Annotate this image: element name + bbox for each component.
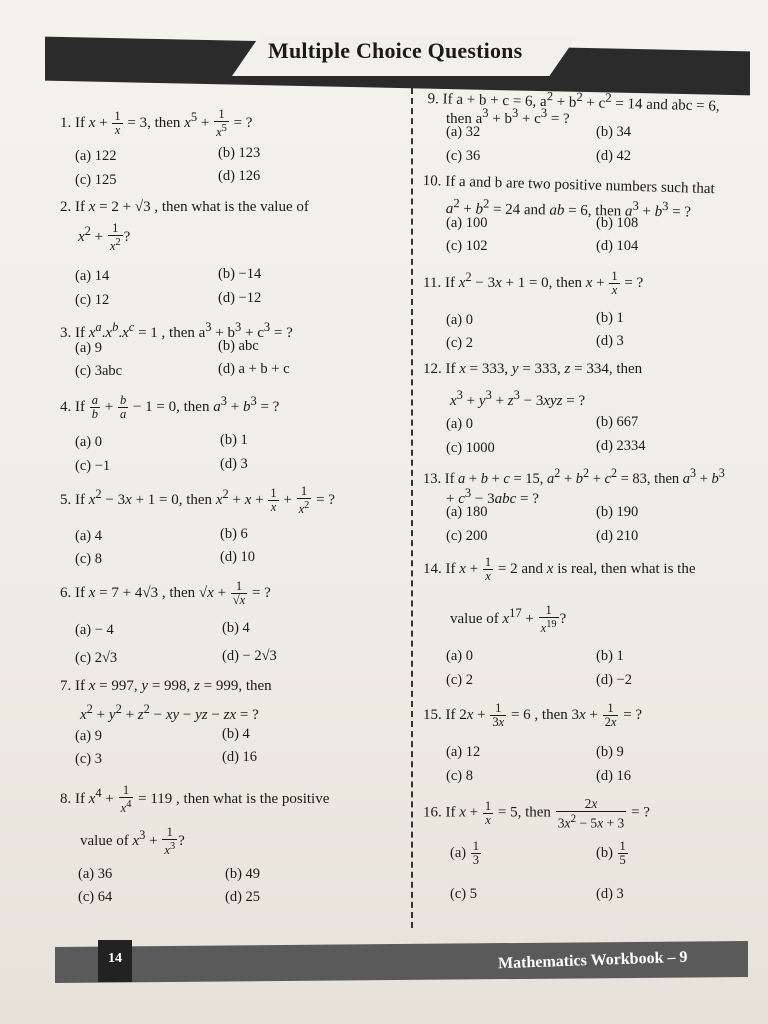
question-number: 10. If	[422, 172, 456, 190]
option-b[interactable]: (b) $\frac{1}{5}$	[596, 839, 626, 867]
option-b[interactable]: (b) 9	[596, 744, 624, 760]
option-b[interactable]: (b) 49	[225, 866, 261, 882]
option-d[interactable]: (d) −2	[596, 672, 632, 688]
option-d[interactable]: (d) 16	[596, 768, 632, 784]
question-6: 6. If x = 7 + 4√3 , then √x + $\frac{1}{√x}$ = ?	[60, 579, 271, 607]
option-d[interactable]: (d) 104	[596, 238, 639, 254]
question-number: 7. If	[60, 678, 85, 694]
question-number: 5. If	[60, 492, 85, 509]
option-b[interactable]: (b) −14	[218, 266, 262, 282]
book-title: Mathematics Workbook – 9	[497, 948, 688, 973]
question-1: 1. If x + $\frac{1}{x}$ = 3, then $x^5$ + $\frac{1}{x^5}$ = ?	[60, 107, 253, 140]
option-d[interactable]: (d) 3	[596, 333, 624, 349]
page-number: 14	[108, 951, 122, 966]
option-b[interactable]: (b) abc	[218, 338, 259, 354]
option-a[interactable]: (a) 14	[75, 268, 110, 284]
question-12: 12. If x = 333, y = 333, z = 334, then	[423, 361, 643, 377]
question-number: 13. If	[423, 470, 455, 487]
question-7-line2: $x^2 + y^2 + z^2$ − xy − yz − zx = ?	[80, 702, 259, 723]
question-3: 3. If $x^a.x^b.x^c = 1$ , then $a^3 + b^3 + c^3$ = ?	[60, 320, 293, 341]
option-d[interactable]: (d) 3	[596, 886, 624, 902]
option-b[interactable]: (b) 1	[596, 648, 624, 664]
question-number: 16. If	[423, 804, 456, 821]
option-a[interactable]: (a) 12	[446, 744, 481, 760]
option-c[interactable]: (c) 12	[75, 292, 110, 308]
question-9: 9. If a + b + c = 6, $a^2 + b^2 + c^2 = 14$ and abc = 6,	[427, 89, 720, 115]
option-c[interactable]: (c) 2√3	[75, 650, 118, 666]
option-c[interactable]: (c) 2	[446, 335, 473, 351]
question-8: 8. If $x^4$ + $\frac{1}{x^4}$ = 119 , then what is the positive	[60, 783, 330, 816]
question-10-line2: $a^2 + b^2 = 24$ and ab = 6, then $a^3 + b^3$ = ?	[445, 196, 692, 221]
option-d[interactable]: (d) 210	[596, 528, 639, 544]
question-11: 11. If $x^2 - 3x + 1 = 0$, then x + $\frac{1}{x}$ = ?	[423, 269, 644, 298]
option-b[interactable]: (b) 4	[222, 726, 250, 742]
question-4: 4. If $\frac{a}{b}$ + $\frac{b}{a}$ − 1 = 0, then $a^3 + b^3$ = ?	[60, 393, 280, 422]
question-15: 15. If 2x + $\frac{1}{3x}$ = 6 , then 3x + $\frac{1}{2x}$ = ?	[423, 701, 643, 729]
option-a[interactable]: (a) 122	[75, 148, 117, 164]
question-13-line2: + $c^3 - 3abc$ = ?	[446, 486, 539, 507]
question-number: 3. If	[60, 325, 85, 341]
page-title: Multiple Choice Questions	[268, 38, 523, 63]
question-5: 5. If $x^2 - 3x + 1 = 0$, then $x^2 + x$ + $\frac{1}{x}$ + $\frac{1}{x^2}$ = ?	[60, 484, 335, 517]
option-a[interactable]: (a) 0	[75, 434, 102, 450]
option-a[interactable]: (a) $\frac{1}{3}$	[450, 839, 479, 867]
option-d[interactable]: (d) 16	[222, 749, 258, 765]
option-b[interactable]: (b) 108	[596, 215, 639, 231]
question-2: 2. If x = 2 + √3 , then what is the value of	[60, 199, 309, 215]
question-number: 1. If	[60, 115, 85, 132]
option-d[interactable]: (d) 10	[220, 549, 256, 565]
option-c[interactable]: (c) 8	[446, 768, 473, 784]
option-c[interactable]: (c) 2	[446, 672, 473, 688]
question-16: 16. If x + $\frac{1}{x}$ = 5, then $\frac{2x}{3x^2 - 5x + 3}$ = ?	[423, 796, 650, 831]
option-a[interactable]: (a) 180	[446, 504, 488, 520]
question-13: 13. If a + b + c = 15, $a^2 + b^2 + c^2 = 83$, then $a^3 + b^3$	[423, 466, 725, 487]
option-d[interactable]: (d) −12	[218, 290, 262, 306]
option-b[interactable]: (b) 4	[222, 620, 250, 636]
option-d[interactable]: (d) 3	[220, 456, 248, 472]
question-12-line2: $x^3 + y^3 + z^3 - 3xyz$ = ?	[450, 388, 586, 409]
option-b[interactable]: (b) 6	[220, 526, 248, 542]
option-b[interactable]: (b) 667	[596, 414, 639, 430]
option-d[interactable]: (d) a + b + c	[218, 361, 290, 377]
option-a[interactable]: (a) 4	[75, 528, 102, 544]
option-a[interactable]: (a) 32	[446, 124, 481, 140]
question-number: 8. If	[60, 791, 85, 808]
question-14: 14. If x + $\frac{1}{x}$ = 2 and x is real, then what is the	[423, 555, 696, 583]
option-a[interactable]: (a) 100	[446, 215, 488, 231]
option-a[interactable]: (a) 0	[446, 648, 473, 664]
option-b[interactable]: (b) 1	[596, 310, 624, 326]
question-number: 4. If	[60, 399, 85, 415]
option-c[interactable]: (c) 200	[446, 528, 488, 544]
question-7: 7. If x = 997, y = 998, z = 999, then	[60, 678, 272, 694]
option-b[interactable]: (b) 34	[596, 124, 632, 140]
option-b[interactable]: (b) 190	[596, 504, 639, 520]
question-number: 12. If	[423, 361, 456, 377]
option-d[interactable]: (d) − 2√3	[222, 648, 277, 664]
option-c[interactable]: (c) 102	[446, 238, 488, 254]
option-c[interactable]: (c) 3	[75, 751, 102, 767]
option-d[interactable]: (d) 25	[225, 889, 261, 905]
option-c[interactable]: (c) 3abc	[75, 363, 123, 379]
question-8-line2: value of $x^3$ + $\frac{1}{x^3}$ ?	[80, 825, 185, 858]
option-c[interactable]: (c) 1000	[446, 440, 495, 456]
option-c[interactable]: (c) 8	[75, 551, 102, 567]
option-d[interactable]: (d) 2334	[596, 438, 646, 454]
question-number: 14. If	[423, 560, 456, 577]
question-9-line2: then $a^3 + b^3 + c^3$ = ?	[446, 106, 570, 127]
option-a[interactable]: (a) 9	[75, 728, 102, 744]
option-a[interactable]: (a) 9	[75, 340, 102, 356]
option-label: (b)	[596, 844, 613, 861]
option-c[interactable]: (c) 64	[78, 889, 113, 905]
option-d[interactable]: (d) 126	[218, 168, 261, 184]
question-14-line2: value of $x^{17}$ + $\frac{1}{x^{19}}$ ?	[450, 603, 567, 636]
option-c[interactable]: (c) 125	[75, 172, 117, 188]
question-number: 11. If	[423, 275, 455, 291]
option-a[interactable]: (a) − 4	[75, 622, 114, 638]
option-d[interactable]: (d) 42	[596, 148, 632, 164]
question-number: 15. If	[423, 706, 456, 723]
option-c[interactable]: (c) 36	[446, 148, 481, 164]
option-b[interactable]: (b) 123	[218, 145, 261, 161]
option-a[interactable]: (a) 0	[446, 416, 473, 432]
option-b[interactable]: (b) 1	[220, 432, 248, 448]
column-divider	[411, 88, 413, 928]
option-a[interactable]: (a) 0	[446, 312, 473, 328]
question-number: 6. If	[60, 584, 85, 601]
option-c[interactable]: (c) 5	[450, 886, 477, 902]
question-2-line2: $x^2$ + $\frac{1}{x^2}$ ?	[78, 221, 131, 254]
question-number: 2. If	[60, 199, 85, 215]
option-c[interactable]: (c) −1	[75, 458, 111, 474]
option-a[interactable]: (a) 36	[78, 866, 113, 882]
option-label: (a)	[450, 844, 467, 861]
question-10: 10. If a and b are two positive numbers such that	[422, 172, 715, 198]
question-number: 9. If	[427, 90, 453, 108]
